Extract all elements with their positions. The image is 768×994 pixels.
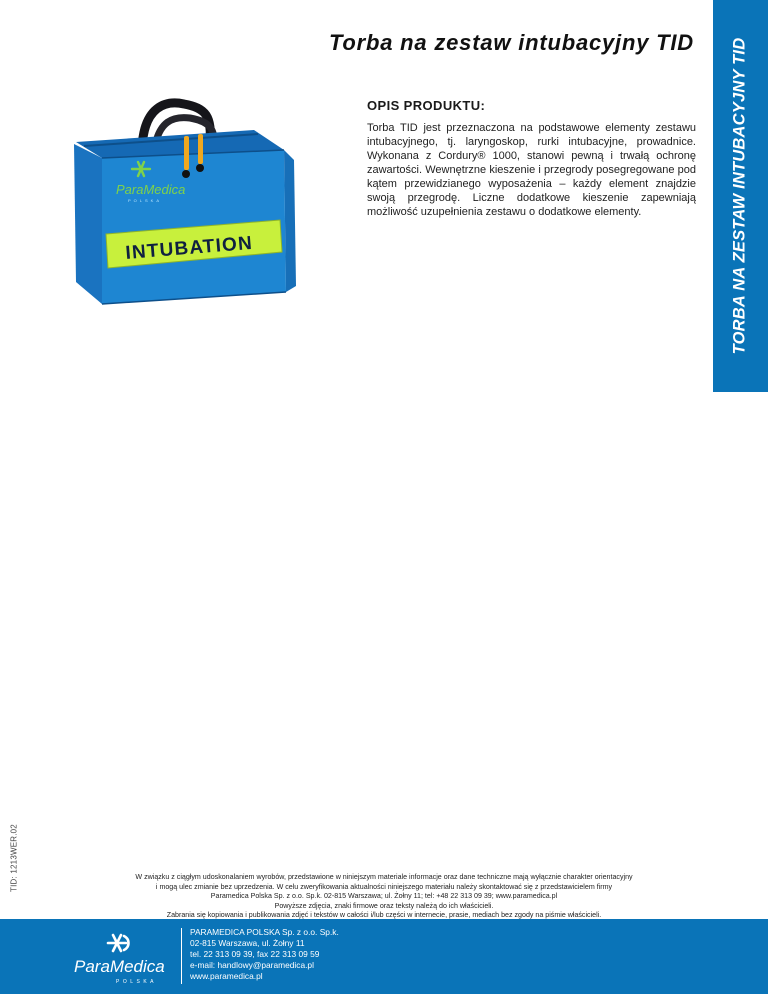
- disclaimer-line: Zabrania się kopiowania i publikowania zdjęć i tekstów w całości i/lub części w internecie, prasie, mediach bez zgody na piśmie właścicieli.: [166, 911, 602, 919]
- product-photo-intubation-bag: [62, 96, 304, 308]
- paramedica-logo-icon: [108, 935, 129, 951]
- company-address: 02-815 Warszawa, ul. Żołny 11: [190, 938, 305, 948]
- side-title-text: TORBA NA ZESTAW INTUBACYJNY TID: [730, 37, 749, 355]
- page-title: Torba na zestaw intubacyjny TID: [328, 30, 694, 55]
- disclaimer-line: i mogą ulec zmianie bez uprzedzenia. W celu zweryfikowania aktualności niniejszego materiału należy skontaktować się z przedstawicielem firmy: [155, 882, 613, 891]
- footer: [0, 919, 768, 994]
- bag-strip-label: INTUBATION: [124, 232, 254, 264]
- company-phone: tel. 22 313 09 39, fax 22 313 09 59: [190, 949, 320, 959]
- side-title-band: [713, 0, 768, 392]
- company-website: www.paramedica.pl: [190, 971, 263, 981]
- disclaimer-line: W związku z ciągłym udoskonalaniem wyrobów, przedstawione w niniejszym materiale informacje oraz dane techniczne mają wyłącznie charakter orientacyjny: [135, 873, 633, 881]
- bag-logo-sub: POLSKA: [128, 198, 163, 203]
- company-email: e-mail: handlowy@paramedica.pl: [190, 960, 314, 970]
- paramedica-logo: [72, 927, 172, 987]
- document-code: TID: 1213WER.02: [9, 824, 19, 892]
- disclaimer: [60, 873, 708, 921]
- section-heading: OPIS PRODUKTU:: [367, 98, 486, 113]
- logo-text: ParaMedica: [74, 957, 165, 976]
- footer-contact: [190, 927, 339, 982]
- disclaimer-line: Paramedica Polska Sp. z o.o. Sp.k. 02-815 Warszawa; ul. Żołny 11; tel: +48 22 313 09 39; www.paramedica.pl: [210, 892, 558, 900]
- logo-sub: POLSKA: [116, 979, 158, 985]
- disclaimer-line: Powyższe zdjęcia, znaki firmowe oraz teksty należą do ich właścicieli.: [274, 901, 494, 910]
- company-name: PARAMEDICA POLSKA Sp. z o.o. Sp.k.: [190, 927, 339, 937]
- product-description: Torba TID jest przeznaczona na podstawowe elementy zestawu intubacyjnego, tj. laryngoskop, rurki intubacyjne, prowadnice. Wykonana z Cordury® 1000, stanowi pewną i trwałą ochronę zawartości. Wewnętrzne kieszenie i przegrody posegregowane pod kątem przewidzianego wyposażenia – każdy element znajdzie swoją przegrodę. Liczne dodatkowe kieszenie zapewniają możliwość uzupełnienia zestawu o dodatkowe elementy.: [367, 122, 696, 218]
- bag-logo-text: ParaMedica: [116, 182, 186, 197]
- footer-divider: [181, 928, 182, 984]
